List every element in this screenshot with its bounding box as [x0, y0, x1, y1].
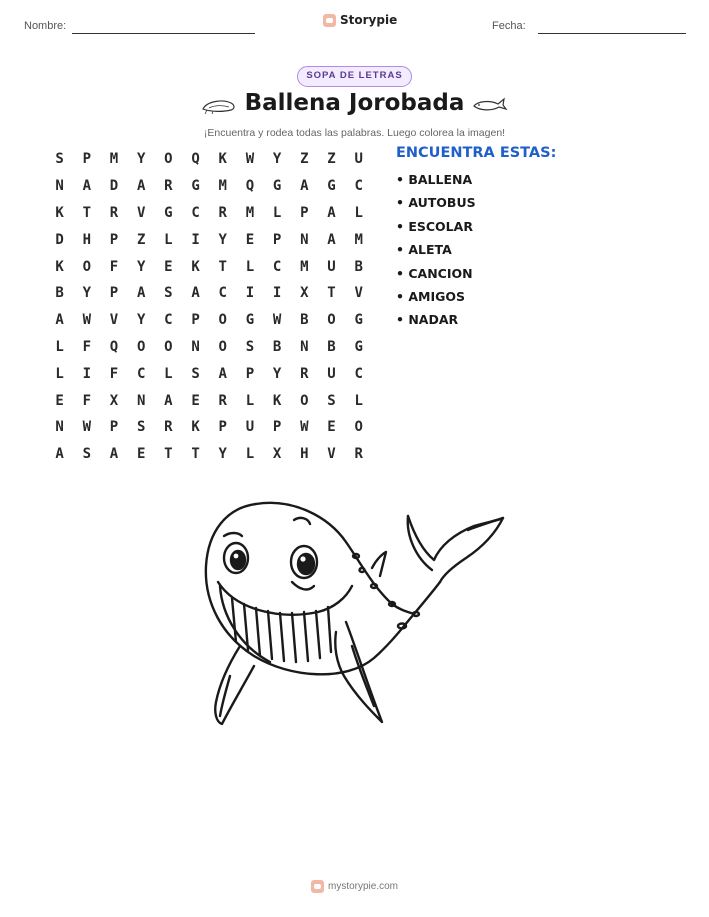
grid-letter[interactable]: M — [354, 231, 363, 248]
name-field-line[interactable] — [72, 33, 255, 34]
grid-letter[interactable]: Q — [109, 338, 119, 355]
grid-row — [46, 146, 372, 173]
grid-letter[interactable]: P — [109, 285, 119, 302]
grid-letter[interactable]: I — [245, 285, 255, 302]
grid-letter[interactable]: R — [109, 204, 119, 221]
grid-row — [46, 334, 372, 361]
grid-letter[interactable]: G — [354, 312, 363, 329]
grid-letter[interactable]: N — [300, 231, 309, 248]
grid-letter[interactable]: E — [164, 258, 173, 275]
grid-letter[interactable]: C — [354, 365, 363, 382]
grid-letter[interactable]: R — [218, 392, 227, 409]
storypie-logo-icon — [323, 14, 336, 27]
grid-letter[interactable]: L — [354, 392, 363, 409]
grid-letter[interactable]: N — [191, 338, 200, 355]
grid-letter[interactable]: O — [218, 312, 227, 329]
grid-letter[interactable]: A — [55, 312, 64, 329]
word-list-item: • ALETA — [396, 242, 452, 258]
grid-letter[interactable]: A — [218, 365, 227, 382]
grid-letter[interactable]: S — [245, 338, 255, 355]
grid-letter[interactable]: Z — [136, 231, 146, 248]
grid-letter[interactable]: P — [272, 419, 282, 436]
grid-letter[interactable]: S — [55, 151, 64, 168]
grid-letter[interactable]: M — [109, 151, 119, 168]
footer-url: mystorypie.com — [327, 881, 398, 892]
grid-letter[interactable]: K — [191, 258, 200, 275]
word-list — [396, 170, 476, 334]
grid-row — [46, 200, 372, 227]
grid-letter[interactable]: Y — [218, 446, 227, 463]
grid-letter[interactable]: K — [55, 258, 64, 275]
grid-letter[interactable]: V — [327, 446, 336, 463]
grid-letter[interactable]: C — [218, 285, 227, 302]
word-list-title: ENCUENTRA ESTAS: — [396, 145, 557, 161]
grid-letter[interactable]: I — [82, 365, 91, 382]
grid-letter[interactable]: Z — [327, 151, 336, 168]
grid-letter[interactable]: G — [245, 312, 255, 329]
grid-letter[interactable]: P — [191, 312, 200, 329]
grid-letter[interactable]: A — [136, 178, 146, 195]
grid-letter[interactable]: P — [109, 419, 119, 436]
grid-row — [46, 441, 372, 468]
footer — [0, 880, 709, 893]
grid-letter[interactable]: Y — [82, 285, 91, 302]
grid-letter[interactable]: F — [109, 258, 119, 275]
worksheet-type-badge: SOPA DE LETRAS — [297, 66, 412, 87]
grid-letter[interactable]: A — [327, 231, 336, 248]
grid-letter[interactable]: V — [136, 204, 146, 221]
grid-letter[interactable]: T — [191, 446, 200, 463]
grid-letter[interactable]: P — [272, 231, 282, 248]
grid-letter[interactable]: X — [109, 392, 119, 409]
grid-row — [46, 280, 372, 307]
grid-row — [46, 226, 372, 253]
grid-letter[interactable]: Y — [272, 365, 282, 382]
word-list-item: • CANCION — [396, 265, 473, 281]
grid-letter[interactable]: X — [272, 446, 282, 463]
grid-letter[interactable]: U — [327, 365, 336, 382]
grid-letter[interactable]: W — [272, 312, 282, 329]
grid-letter[interactable]: K — [272, 392, 282, 409]
grid-letter[interactable]: O — [136, 338, 146, 355]
grid-letter[interactable]: L — [55, 365, 64, 382]
word-list-item: • BALLENA — [396, 172, 473, 187]
grid-letter[interactable]: L — [164, 231, 173, 248]
grid-letter[interactable]: M — [245, 204, 255, 221]
grid-letter[interactable]: R — [300, 365, 309, 382]
grid-letter[interactable]: A — [82, 178, 91, 195]
grid-letter[interactable]: S — [164, 285, 173, 302]
grid-letter[interactable]: G — [327, 178, 336, 195]
grid-letter[interactable]: P — [245, 365, 255, 382]
grid-letter[interactable]: O — [164, 151, 173, 168]
grid-letter[interactable]: S — [136, 419, 146, 436]
grid-letter[interactable]: O — [218, 338, 227, 355]
grid-letter[interactable]: R — [164, 178, 173, 195]
grid-letter[interactable]: G — [191, 178, 200, 195]
grid-letter[interactable]: A — [109, 446, 119, 463]
grid-letter[interactable]: L — [245, 392, 255, 409]
date-field-line[interactable] — [538, 33, 686, 34]
grid-letter[interactable]: C — [164, 312, 173, 329]
grid-letter[interactable]: W — [245, 151, 255, 168]
name-label: Nombre: — [24, 20, 67, 32]
grid-row — [46, 253, 372, 280]
grid-letter[interactable]: M — [300, 258, 309, 275]
grid-letter[interactable]: C — [191, 204, 200, 221]
grid-letter[interactable]: T — [218, 258, 227, 275]
grid-letter[interactable]: K — [218, 151, 227, 168]
grid-letter[interactable]: A — [191, 285, 200, 302]
grid-letter[interactable]: H — [300, 446, 309, 463]
grid-letter[interactable]: A — [300, 178, 309, 195]
grid-letter[interactable]: E — [191, 392, 200, 409]
grid-letter[interactable]: E — [55, 392, 64, 409]
grid-letter[interactable]: B — [55, 285, 64, 302]
grid-letter[interactable]: C — [354, 178, 363, 195]
grid-row — [46, 414, 372, 441]
grid-letter[interactable]: O — [164, 338, 173, 355]
grid-letter[interactable]: U — [245, 419, 255, 436]
grid-letter[interactable]: E — [327, 419, 336, 436]
grid-letter[interactable]: G — [164, 204, 173, 221]
grid-letter[interactable]: O — [82, 258, 91, 275]
grid-row — [46, 173, 372, 200]
grid-row — [46, 307, 372, 334]
grid-letter[interactable]: U — [327, 258, 336, 275]
grid-letter[interactable]: N — [55, 419, 64, 436]
brand-name: Storypie — [340, 13, 398, 27]
word-list-item: • NADAR — [396, 312, 459, 328]
grid-letter[interactable]: L — [55, 338, 64, 355]
grid-letter[interactable]: I — [191, 231, 200, 248]
grid-letter[interactable]: I — [272, 285, 282, 302]
grid-letter[interactable]: S — [191, 365, 200, 382]
grid-letter[interactable]: G — [354, 338, 363, 355]
grid-letter[interactable]: Q — [191, 151, 200, 168]
grid-letter[interactable]: P — [300, 204, 309, 221]
grid-letter[interactable]: B — [327, 338, 336, 355]
grid-letter[interactable]: X — [300, 285, 309, 302]
grid-letter[interactable]: B — [272, 338, 282, 355]
word-list-item: • AMIGOS — [396, 288, 465, 304]
grid-letter[interactable]: K — [191, 419, 200, 436]
grid-letter[interactable]: R — [164, 419, 173, 436]
grid-letter[interactable]: W — [300, 419, 309, 436]
grid-letter[interactable]: F — [82, 338, 91, 355]
grid-letter[interactable]: A — [327, 204, 336, 221]
grid-letter[interactable]: B — [300, 312, 309, 329]
grid-letter[interactable]: U — [354, 151, 363, 168]
grid-letter[interactable]: L — [245, 446, 255, 463]
grid-letter[interactable]: L — [245, 258, 255, 275]
grid-letter[interactable]: Y — [136, 312, 146, 329]
grid-letter[interactable]: S — [327, 392, 336, 409]
grid-letter[interactable]: E — [136, 446, 146, 463]
grid-letter[interactable]: W — [82, 419, 91, 436]
grid-letter[interactable]: Y — [218, 231, 227, 248]
grid-letter[interactable]: A — [164, 392, 173, 409]
grid-letter[interactable]: G — [272, 178, 282, 195]
date-label: Fecha: — [492, 20, 526, 32]
grid-letter[interactable]: O — [300, 392, 309, 409]
grid-row — [46, 387, 372, 414]
grid-letter[interactable]: A — [55, 446, 64, 463]
grid-row — [46, 360, 372, 387]
grid-letter[interactable]: L — [164, 365, 173, 382]
grid-letter[interactable]: T — [164, 446, 173, 463]
grid-letter[interactable]: A — [136, 285, 146, 302]
word-list-item: • AUTOBUS — [396, 195, 476, 211]
grid-letter[interactable]: B — [354, 258, 363, 275]
grid-letter[interactable]: C — [272, 258, 282, 275]
instructions: ¡Encuentra y rodea todas las palabras. Luego colorea la imagen! — [203, 127, 506, 139]
storypie-logo-icon — [311, 880, 324, 893]
grid-letter[interactable]: V — [109, 312, 119, 329]
grid-letter[interactable]: H — [82, 231, 91, 248]
grid-letter[interactable]: N — [136, 392, 146, 409]
grid-letter[interactable]: V — [354, 285, 363, 302]
grid-letter[interactable]: Q — [245, 178, 255, 195]
grid-letter[interactable]: Y — [136, 258, 146, 275]
grid-letter[interactable]: R — [354, 446, 363, 463]
whale-illustration — [196, 486, 511, 736]
grid-letter[interactable]: T — [327, 285, 336, 302]
grid-letter[interactable]: P — [218, 419, 227, 436]
grid-letter[interactable]: Z — [300, 151, 309, 168]
grid-letter[interactable]: O — [354, 419, 363, 436]
grid-letter[interactable]: P — [82, 151, 91, 168]
grid-letter[interactable]: C — [136, 365, 146, 382]
grid-letter[interactable]: T — [82, 204, 91, 221]
grid-letter[interactable]: N — [300, 338, 309, 355]
whale-doodle-icon — [472, 95, 508, 115]
grid-letter[interactable]: L — [272, 204, 282, 221]
grid-letter[interactable]: M — [218, 178, 227, 195]
word-list-item: • ESCOLAR — [396, 218, 473, 234]
grid-letter[interactable]: E — [245, 231, 255, 248]
grid-letter[interactable]: N — [55, 178, 64, 195]
grid-letter[interactable]: Y — [272, 151, 282, 168]
grid-letter[interactable]: L — [354, 204, 363, 221]
grid-letter[interactable]: W — [82, 312, 91, 329]
grid-letter[interactable]: F — [82, 392, 91, 409]
grid-letter[interactable]: S — [82, 446, 91, 463]
grid-letter[interactable]: O — [327, 312, 336, 329]
page-title: Ballena Jorobada — [244, 90, 465, 116]
grid-letter[interactable]: D — [55, 231, 64, 248]
grid-letter[interactable]: F — [109, 365, 119, 382]
grid-letter[interactable]: K — [55, 204, 64, 221]
brand — [323, 13, 397, 27]
grid-letter[interactable]: R — [218, 204, 227, 221]
word-search-grid — [46, 146, 372, 468]
grid-letter[interactable]: D — [109, 178, 119, 195]
grid-letter[interactable]: P — [109, 231, 119, 248]
grid-letter[interactable]: Y — [136, 151, 146, 168]
